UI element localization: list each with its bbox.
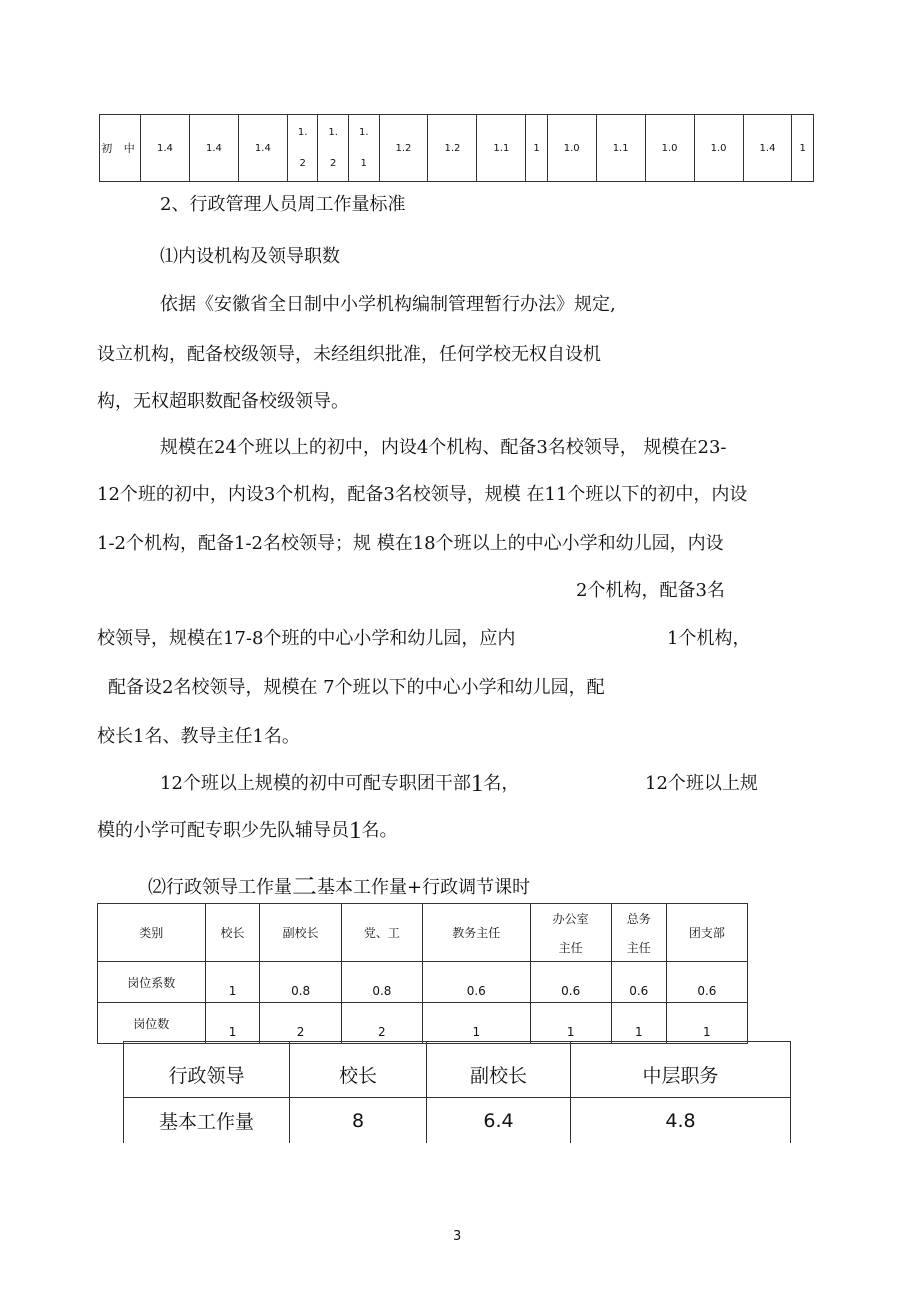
big-digit: 1 [470,770,484,797]
header-cell: 副校长 [260,904,341,962]
header-cell: 行政领导 [124,1042,290,1098]
paragraph-line: 构，无权超职数配备校级领导。 [97,391,349,412]
header-cell: 教务主任 [422,904,530,962]
table-cell [666,1003,747,1044]
table-row [100,115,814,182]
table-cell: 1.2 [379,115,428,182]
table-cell [422,962,530,1003]
paragraph-line: 2个机构，配备3名 [576,580,725,601]
table-cell [611,962,666,1003]
paragraph-line: 校领导，规模在17-8个班的中心小学和幼儿园，应内 [97,628,516,649]
table-cell [341,1003,422,1044]
table-cell: 4.8 [571,1098,791,1144]
table-header-row [124,1042,791,1098]
table-cell: 1.4 [189,115,238,182]
cell-value: 0.6 [629,984,649,998]
ratio-table [99,114,814,182]
header-cell: 校长 [290,1042,427,1098]
table-cell [260,1003,341,1044]
subheading-workload [148,874,531,901]
page-number: 3 [453,1229,462,1244]
table-cell: 1.0 [645,115,694,182]
paragraph-line: 校长1名、教导主任1名。 [97,726,300,747]
header-cell: 团支部 [666,904,747,962]
paragraph-line: 设立机构，配备校级领导，未经组织批准，任何学校无权自设机 [97,344,601,365]
subheading-institutions: ⑴内设机构及领导职数 [160,246,340,267]
cell-bottom: 2 [329,158,337,169]
table-row [98,962,748,1003]
header-bottom: 主任 [558,940,583,955]
cell-value: 0.6 [561,984,581,998]
header-cell: 校长 [205,904,260,962]
cell-value: 1 [703,1025,711,1039]
table-cell [341,962,422,1003]
cell-value: 2 [378,1025,386,1039]
equals-glyph: 二 [292,874,318,901]
header-top: 总务 [626,911,651,926]
cell-value: 0.6 [466,984,486,998]
table-cell: 1.1 [477,115,526,182]
table-cell: 1.0 [694,115,743,182]
text-span: 基本工作量+行政调节课时 [317,877,531,898]
table-cell [205,962,260,1003]
header-cell [530,904,611,962]
cell-top: 1. [297,127,308,138]
table-cell [205,1003,260,1044]
table-header-row [98,904,748,962]
table-cell: 1.1 [596,115,645,182]
header-cell [611,904,666,962]
row-label: 初 中 [100,115,141,182]
table-row [124,1098,791,1144]
text-span: 12个班以上规模的初中可配专职团干部 [160,773,471,794]
cell-value: 1 [228,1025,237,1039]
cell-value: 1 [472,1025,481,1039]
cell-top: 1. [328,127,338,138]
header-cell: 党、工 [341,904,422,962]
table-cell: 8 [290,1098,427,1144]
table-cell: 1 [792,115,814,182]
cell-bottom: 1 [360,158,367,169]
paragraph-line: 规模在24个班以上的初中，内设4个机构、配备3名校领导， 规模在23- [160,437,727,458]
cell-value: 0.8 [291,984,311,998]
table-cell [260,962,341,1003]
table-cell: 1.0 [547,115,596,182]
paragraph-line: 12个班以上规 [645,773,758,794]
paragraph-line: 1-2个机构，配备1-2名校领导；规 模在18个班以上的中心小学和幼儿园，内设 [97,533,724,554]
table-cell [611,1003,666,1044]
text-span: 模的小学可配专职少先队辅导员 [97,820,349,841]
cell-value: 1 [566,1025,575,1039]
header-cell: 副校长 [427,1042,571,1098]
cell-top: 1. [358,127,369,138]
table-cell [348,115,379,182]
section-heading: 2、行政管理人员周工作量标准 [160,194,406,215]
paragraph-line: 12个班的初中，内设3个机构，配备3名校领导，规模 在11个班以下的初中，内设 [97,484,748,505]
table-cell [530,1003,611,1044]
cell-value: 0.6 [697,984,717,998]
paragraph-line [97,817,398,844]
row-label: 基本工作量 [124,1098,290,1144]
table-cell [530,962,611,1003]
table-cell: 1 [526,115,547,182]
position-table [97,903,748,1044]
workload-table [123,1041,791,1143]
paragraph-line [160,770,520,797]
table-cell [666,962,747,1003]
header-top: 办公室 [552,911,589,926]
cell-bottom: 2 [299,158,306,169]
header-cell: 中层职务 [571,1042,791,1098]
table-cell [422,1003,530,1044]
table-row [98,1003,748,1044]
table-cell: 1.4 [141,115,190,182]
text-span: ⑵行政领导工作量 [148,877,292,898]
table-cell [318,115,349,182]
cell-value: 2 [296,1025,305,1039]
header-cell: 类别 [98,904,206,962]
text-span: 名， [483,773,520,794]
header-bottom: 主任 [626,940,651,955]
big-digit: 1 [349,817,362,844]
cell-value: 0.8 [372,984,392,998]
row-label: 岗位数 [98,1003,206,1044]
cell-value: 1 [634,1025,643,1039]
table-cell [287,115,318,182]
paragraph-line: 依据《安徽省全日制中小学机构编制管理暂行办法》规定, [160,294,616,315]
table-cell: 1.4 [743,115,792,182]
cell-value: 1 [228,984,237,998]
table-cell: 6.4 [427,1098,571,1144]
paragraph-line: 1个机构， [667,628,751,649]
table-cell: 1.2 [428,115,477,182]
text-span: 名。 [361,820,398,841]
paragraph-line: 配备设2名校领导，规模在 7个班以下的中心小学和幼儿园，配 [108,677,605,698]
row-label: 岗位系数 [98,962,206,1003]
table-cell: 1.4 [238,115,287,182]
